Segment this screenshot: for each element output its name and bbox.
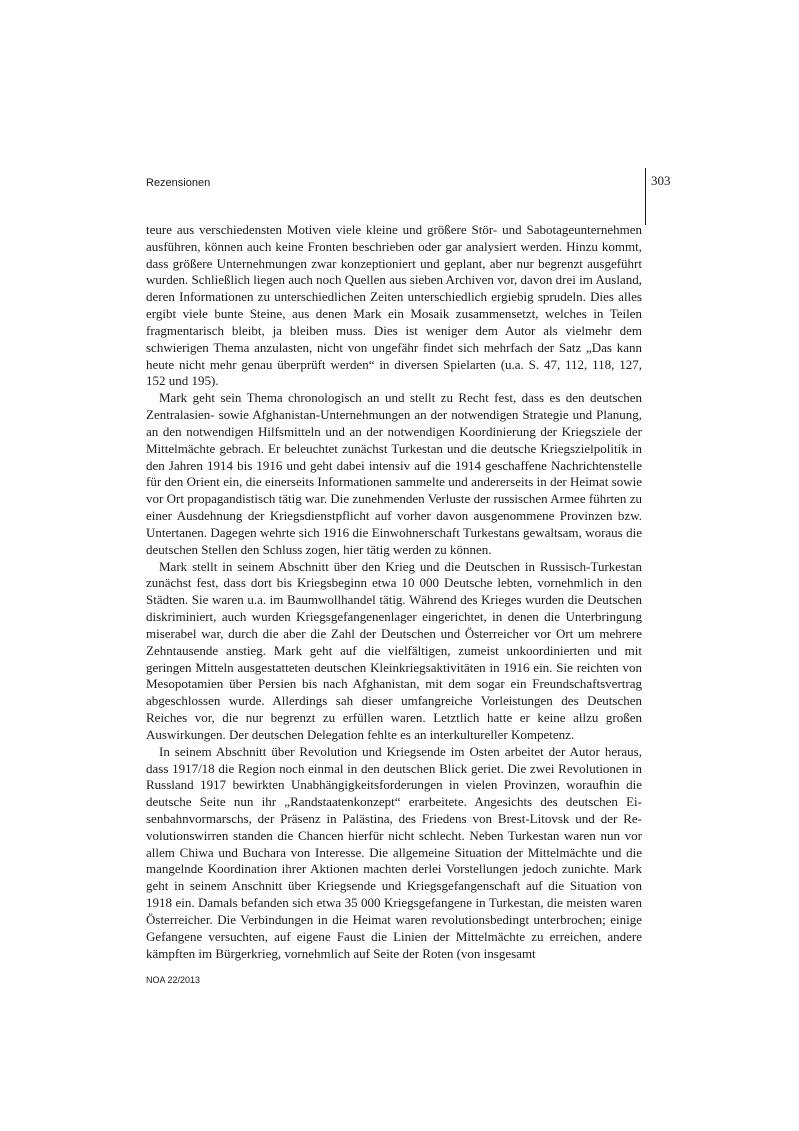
- running-head: Rezensionen: [146, 177, 211, 189]
- body-text: [146, 222, 642, 962]
- page-number: 303: [651, 173, 671, 188]
- journal-footer: NOA 22/2013: [146, 975, 201, 985]
- page-number-rule: [645, 168, 646, 225]
- paragraph: Mark stellt in seinem Abschnitt über den Krieg und die Deutschen in Russisch-Turkestan zunächst fest, dass dort bis Kriegsbeginn etwa 10 000 Deutsche lebten, vornehmlich in den Städten. Sie waren u.a. im Baumwollhandel tätig. Während des Krieges wurden die Deutschen diskriminiert, auch wurden Kriegsgefangenenlager eingerichtet, in denen die Unterbringung miserabel war, durch die aber die Zahl der Deutschen und Österreicher vor Ort um mehrere Zehntausende anstieg. Mark geht auf die vielfältigen, zumeist unkoordinierten und mit geringen Mitteln ausgestatteten deutschen Kleinkriegsaktivitäten in 1916 ein. Sie reichten von Mesopotamien über Persien bis nach Afghanistan, mit dem sogar ein Freundschaftsvertrag abgeschlossen wurde. Allerdings sah dieser umfangreiche Vorleistungen des Deutschen Reiches vor, die nur begrenzt zu erfüllen waren. Letztlich hatte er keine allzu großen Auswirkungen. Der deutschen Delegation fehlte es an interkultureller Kompetenz.: [146, 558, 642, 742]
- paragraph-continuation: teure aus verschiedensten Motiven viele kleine und größere Stör- und Sabotageunternehmen ausführen, können auch keine Fronten beschrieben oder gar analysiert werden. Hinzu kommt, dass größere Unternehmungen zwar konzeptioniert und geplant, aber nur begrenzt ausgeführt wurden. Schließlich liegen auch noch Quellen aus sieben Archiven vor, davon drei im Ausland, deren Informationen zu unterschiedlichen Zeiten unterschiedlich ergiebig sprudeln. Dies alles ergibt viele bunte Steine, aus denen Mark ein Mosaik zusammensetzt, welches in Teilen fragmentarisch bleibt, ja bleiben muss. Dies ist weniger dem Autor als vielmehr dem schwierigen Thema anzulasten, nicht von ungefähr findet sich mehrfach der Satz „Das kann heute nicht mehr genau überprüft werden“ in diversen Spielarten (u.a. S. 47, 112, 118, 127, 152 und 195).: [146, 222, 642, 389]
- paragraph: In seinem Abschnitt über Revolution und Kriegsende im Osten arbeitet der Autor heraus, dass 1917/18 die Region noch einmal in den deutschen Blick geriet. Die zwei Revolutionen in Russland 1917 bewirkten Unabhängigkeitsforderungen in vielen Provinzen, woraufhin die deutsche Seite nun ihr „Randstaatenkonzept“ erarbeitete. Angesichts des deutschen Eisenbahnvormarschs, der Präsenz in Palästina, des Friedens von Brest-Litovsk und der Revolutionswirren standen die Chancen hierfür nicht schlecht. Neben Turkestan waren nun vor allem Chiwa und Buchara von Interesse. Die allgemeine Situation der Mittelmächte und die mangelnde Koordination ihrer Aktionen machten derlei Vorstellungen jedoch zunichte. Mark geht in seinem Anschnitt über Kriegsende und Kriegsgefangenschaft auf die Situation von 1918 ein. Damals befanden sich etwa 35 000 Kriegsgefangene in Turkestan, die meisten waren Österreicher. Die Verbindungen in die Heimat waren revolutionsbedingt unterbrochen; einige Gefangene versuchten, auf eigene Faust die Linien der Mittelmächte zu erreichen, andere kämpften im Bürgerkrieg, vornehmlich auf Seite der Roten (von insgesamt: [146, 743, 642, 961]
- paragraph: Mark geht sein Thema chronologisch an und stellt zu Recht fest, dass es den deutschen Zentralasien- sowie Afghanistan-Unternehmungen an der notwendigen Strategie und Planung, an den notwendigen Hilfsmitteln und an der notwendigen Koordinierung der Kriegsziele der Mittelmächte gebrach. Er beleuchtet zunächst Turkestan und die deutsche Kriegszielpolitik in den Jahren 1914 bis 1916 und geht dabei intensiv auf die 1914 geschaffene Nachrichtenstelle für den Orient ein, die einerseits Informationen sammelte und andererseits in der Heimat sowie vor Ort propagandistisch tätig war. Die zunehmenden Verluste der russischen Armee führten zu einer Ausdehnung der Kriegsdienstpflicht auf vorher davon ausgenommene Provinzen bzw. Untertanen. Dagegen wehrte sich 1916 die Einwohnerschaft Turkestans gewaltsam, woraus die deutschen Stellen den Schluss zogen, hier tätig werden zu können.: [146, 390, 642, 557]
